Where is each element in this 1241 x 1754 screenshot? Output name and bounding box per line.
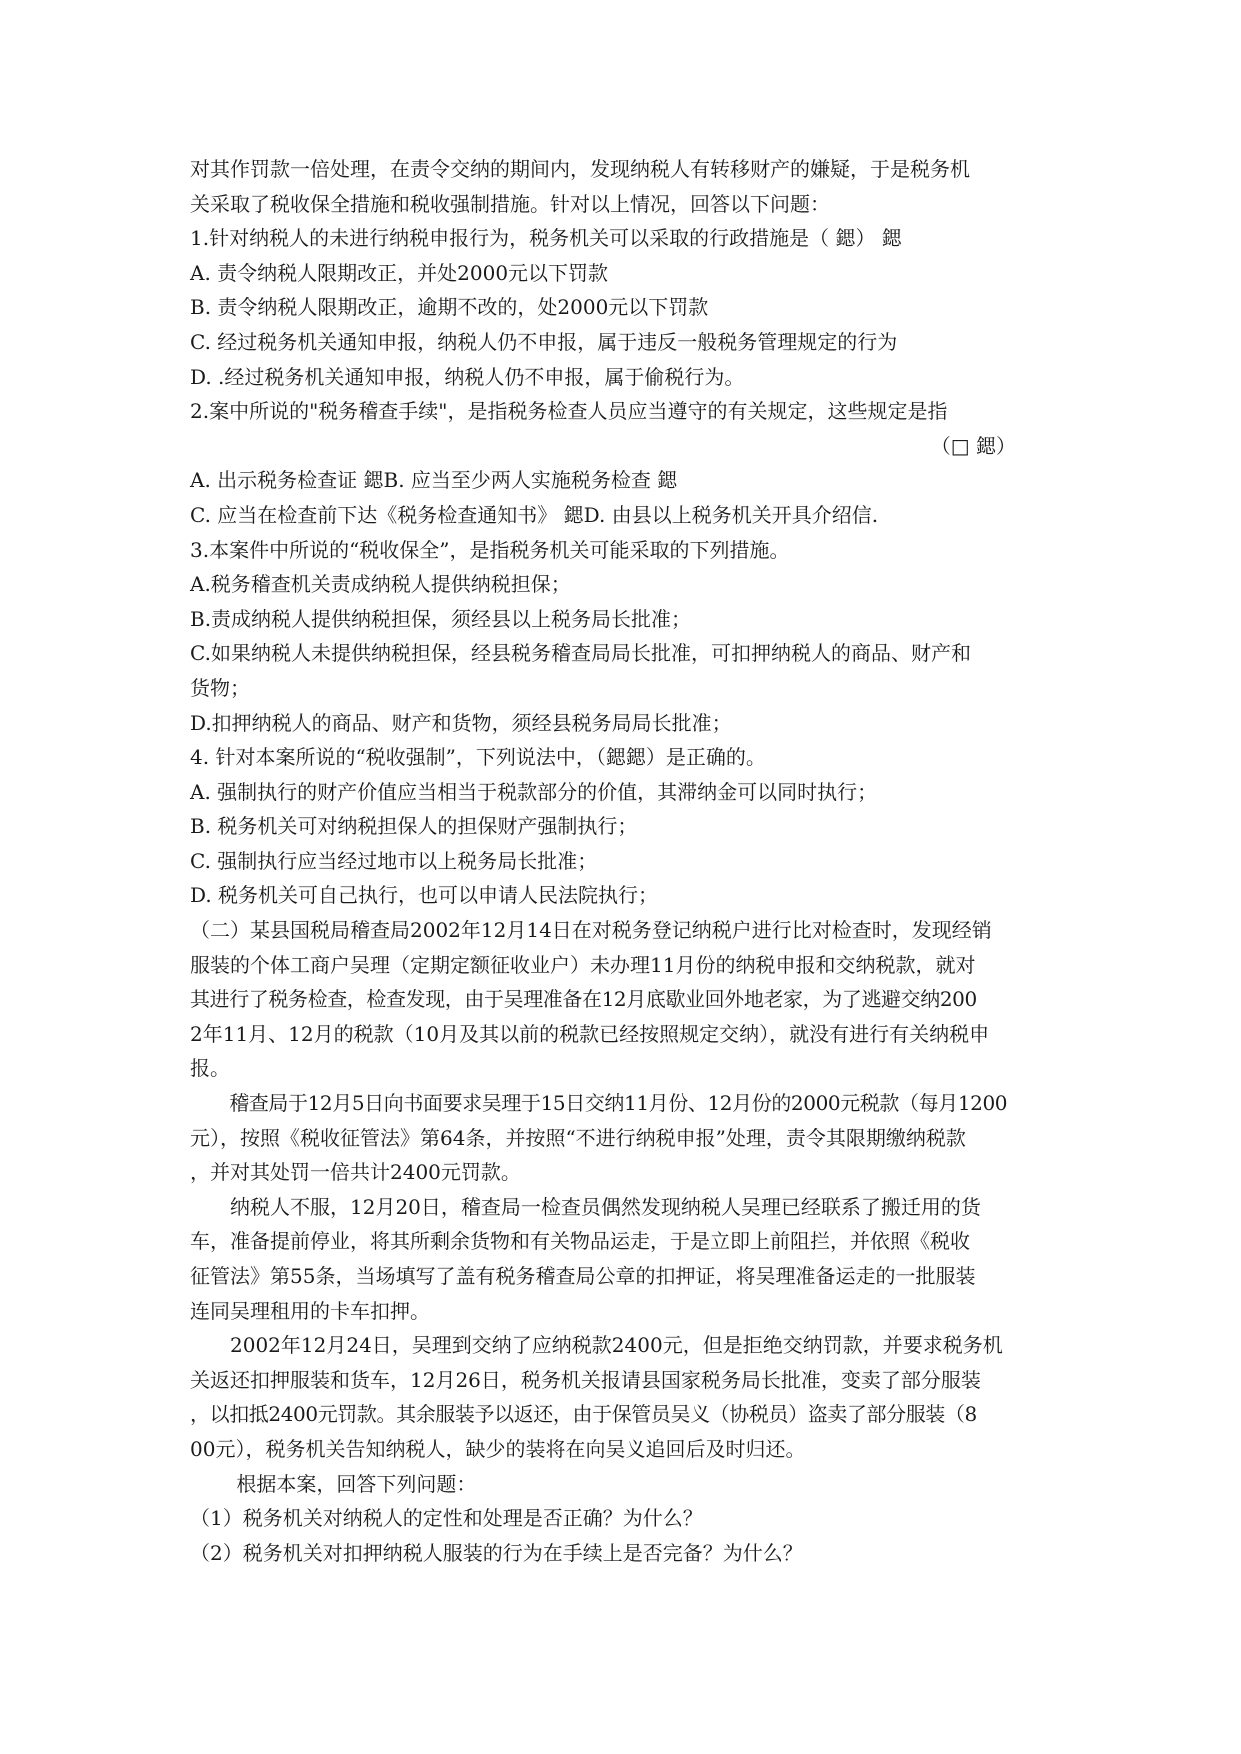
question-3: 3.本案件中所说的“税收保全”，是指税务机关可能采取的下列措施。	[190, 537, 790, 562]
option-a: A. 责令纳税人限期改正，并处2000元以下罚款	[190, 260, 609, 285]
option-a: A.税务稽查机关责成纳税人提供纳税担保；	[190, 572, 571, 597]
question-4: 4. 针对本案所说的“税收强制”，下列说法中，（鍶鍶）是正确的。	[190, 745, 766, 770]
case-paragraph-line: 00元），税务机关告知纳税人，缺少的装将在向吴义追回后及时归还。	[190, 1436, 806, 1461]
option-d: D. .经过税务机关通知申报，纳税人仍不申报，属于偷税行为。	[190, 364, 745, 389]
text-line: 关采取了税收保全措施和税收强制措施。针对以上情况，回答以下问题：	[190, 191, 830, 216]
option-b: B.责成纳税人提供纳税担保，须经县以上税务局长批准；	[190, 606, 692, 631]
option-a: A. 强制执行的财产价值应当相当于税款部分的价值，其滞纳金可以同时执行；	[190, 779, 878, 804]
option-a-b: A. 出示税务检查证 鍶B. 应当至少两人实施税务检查 鍶	[190, 468, 678, 493]
option-d: D. 税务机关可自己执行，也可以申请人民法院执行；	[190, 883, 659, 908]
case-paragraph-line: 元），按照《税收征管法》第64条，并按照“不进行纳税申报”处理，责令其限期缴纳税款	[190, 1125, 966, 1150]
option-d: D.扣押纳税人的商品、财产和货物，须经县税务局局长批准；	[190, 710, 732, 735]
option-c-continued: 货物；	[190, 675, 250, 700]
case-paragraph-line: ，以扣抵2400元罚款。其余服装予以返还，由于保管员吴义（协税员）盗卖了部分服装（8	[190, 1402, 977, 1427]
case-paragraph-line: 关返还扣押服装和货车，12月26日，税务机关报请县国家税务局长批准，变卖了部分服装	[190, 1367, 981, 1392]
case-paragraph-line: 连同吴理租用的卡车扣押。	[190, 1298, 430, 1323]
case-paragraph-line: 报。	[190, 1056, 230, 1081]
option-b: B. 税务机关可对纳税担保人的担保财产强制执行；	[190, 814, 638, 839]
option-c: C. 经过税务机关通知申报，纳税人仍不申报，属于违反一般税务管理规定的行为	[190, 329, 898, 354]
case-question-1: （1）税务机关对纳税人的定性和处理是否正确？为什么？	[190, 1506, 703, 1531]
questions-intro: 根据本案，回答下列问题：	[190, 1471, 477, 1496]
case-paragraph-line: 纳税人不服，12月20日，稽查局一检查员偶然发现纳税人吴理已经联系了搬迁用的货	[190, 1194, 981, 1219]
document-body	[190, 152, 1052, 1570]
case-paragraph-line: 车，准备提前停业，将其所剩余货物和有关物品运走，于是立即上前阻拦，并依照《税收	[190, 1229, 970, 1254]
case-paragraph-line: ，并对其处罚一倍共计2400元罚款。	[190, 1160, 521, 1185]
option-c: C.如果纳税人未提供纳税担保，经县税务稽查局局长批准，可扣押纳税人的商品、财产和	[190, 641, 971, 666]
case-question-2: （2）税务机关对扣押纳税人服装的行为在手续上是否完备？为什么？	[190, 1540, 803, 1565]
question-2: 2.案中所说的"税务稽查手续"，是指税务检查人员应当遵守的有关规定，这些规定是指	[190, 399, 948, 424]
answer-bracket: （□ 鍶）	[930, 433, 1016, 458]
question-1: 1.针对纳税人的未进行纳税申报行为，税务机关可以采取的行政措施是（ 鍶） 鍶	[190, 226, 902, 251]
case-paragraph-line: 服装的个体工商户吴理（定期定额征收业户）未办理11月份的纳税申报和交纳税款，就对	[190, 952, 976, 977]
case-paragraph-line: 2002年12月24日，吴理到交纳了应纳税款2400元，但是拒绝交纳罚款，并要求税务机	[190, 1333, 1003, 1358]
case-paragraph-line: 稽查局于12月5日向书面要求吴理于15日交纳11月份、12月份的2000元税款（每月1200	[190, 1091, 1008, 1116]
option-c: C. 强制执行应当经过地市以上税务局长批准；	[190, 848, 598, 873]
case-paragraph-line: 其进行了税务检查，检查发现，由于吴理准备在12月底歇业回外地老家，为了逃避交纳200	[190, 987, 977, 1012]
case-paragraph-line: 2年11月、12月的税款（10月及其以前的税款已经按照规定交纳），就没有进行有关纳税申	[190, 1021, 990, 1046]
option-b: B. 责令纳税人限期改正，逾期不改的，处2000元以下罚款	[190, 295, 709, 320]
text-line: 对其作罚款一倍处理，在责令交纳的期间内，发现纳税人有转移财产的嫌疑，于是税务机	[190, 157, 970, 181]
option-c-d: C. 应当在检查前下达《税务检查通知书》 鍶D. 由县以上税务机关开具介绍信.	[190, 502, 879, 527]
case-paragraph-line: 征管法》第55条，当场填写了盖有税务稽查局公章的扣押证，将吴理准备运走的一批服装	[190, 1264, 976, 1288]
case-paragraph-line: （二）某县国税局稽查局2002年12月14日在对税务登记纳税户进行比对检查时，发现经销	[190, 918, 992, 943]
